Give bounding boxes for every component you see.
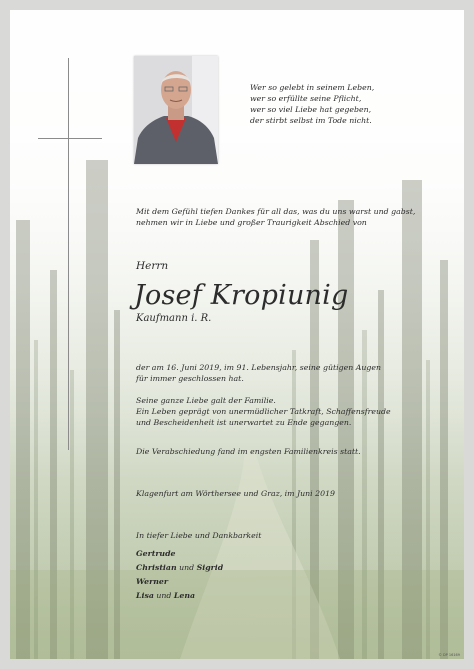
forest-background [10, 10, 464, 659]
poem-line: der stirbt selbst im Tode nicht. [250, 116, 372, 125]
intro-line: Mit dem Gefühl tiefen Dankes für all das, was du uns warst und gabst, [136, 207, 416, 216]
intro-text [136, 206, 426, 228]
signer-name: Gertrude [136, 549, 176, 558]
poem-line: Wer so gelebt in seinem Leben, [250, 83, 375, 92]
signer-name: Christian [136, 563, 177, 572]
poem-line: wer so erfüllte seine Pflicht, [250, 94, 362, 103]
signer-line [136, 575, 223, 589]
memorial-poem [250, 82, 374, 126]
signer-line [136, 547, 223, 561]
tribute-text [136, 395, 436, 428]
place-and-date [136, 488, 436, 499]
death-notice-line: für immer geschlossen hat. [136, 374, 244, 383]
farewell-line: Die Verabschiedung fand im engsten Familienkreis statt. [136, 447, 361, 456]
deceased-occupation: Kaufmann i. R. [136, 313, 212, 324]
signer-name: Werner [136, 577, 168, 586]
signer-name: Sigrid [196, 563, 224, 572]
tribute-line: und Bescheidenheit ist unerwartet zu Ende gegangen. [136, 418, 352, 427]
deceased-name: Josef Kropiunig [134, 280, 349, 311]
signer-line [136, 589, 223, 603]
death-notice [136, 362, 436, 384]
cross-vertical-line [68, 58, 69, 450]
cross-horizontal-line [38, 138, 102, 139]
signature-intro [136, 530, 436, 541]
intro-line: nehmen wir in Liebe und großer Traurigkeit Abschied von [136, 218, 367, 227]
connector: und [179, 563, 195, 572]
portrait-photo [134, 56, 218, 164]
tribute-line: Ein Leben geprägt von unermüdlicher Tatkraft, Schaffensfreude [136, 407, 391, 416]
poem-line: wer so viel Liebe hat gegeben, [250, 105, 372, 114]
printer-imprint: © DP 16169 [438, 653, 460, 657]
signature-intro-line: In tiefer Liebe und Dankbarkeit [136, 531, 262, 540]
signers-list [136, 547, 223, 603]
signer-name: Lena [173, 591, 196, 600]
signer-name: Lisa [136, 591, 154, 600]
connector: und [156, 591, 172, 600]
farewell-note [136, 446, 436, 457]
death-notice-line: der am 16. Juni 2019, im 91. Lebensjahr, seine gütigen Augen [136, 363, 381, 372]
tribute-line: Seine ganze Liebe galt der Familie. [136, 396, 276, 405]
obituary-card [10, 10, 464, 659]
salutation: Herrn [136, 260, 169, 272]
place-date-line: Klagenfurt am Wörthersee und Graz, im Juni 2019 [136, 489, 335, 498]
signer-line [136, 561, 223, 575]
